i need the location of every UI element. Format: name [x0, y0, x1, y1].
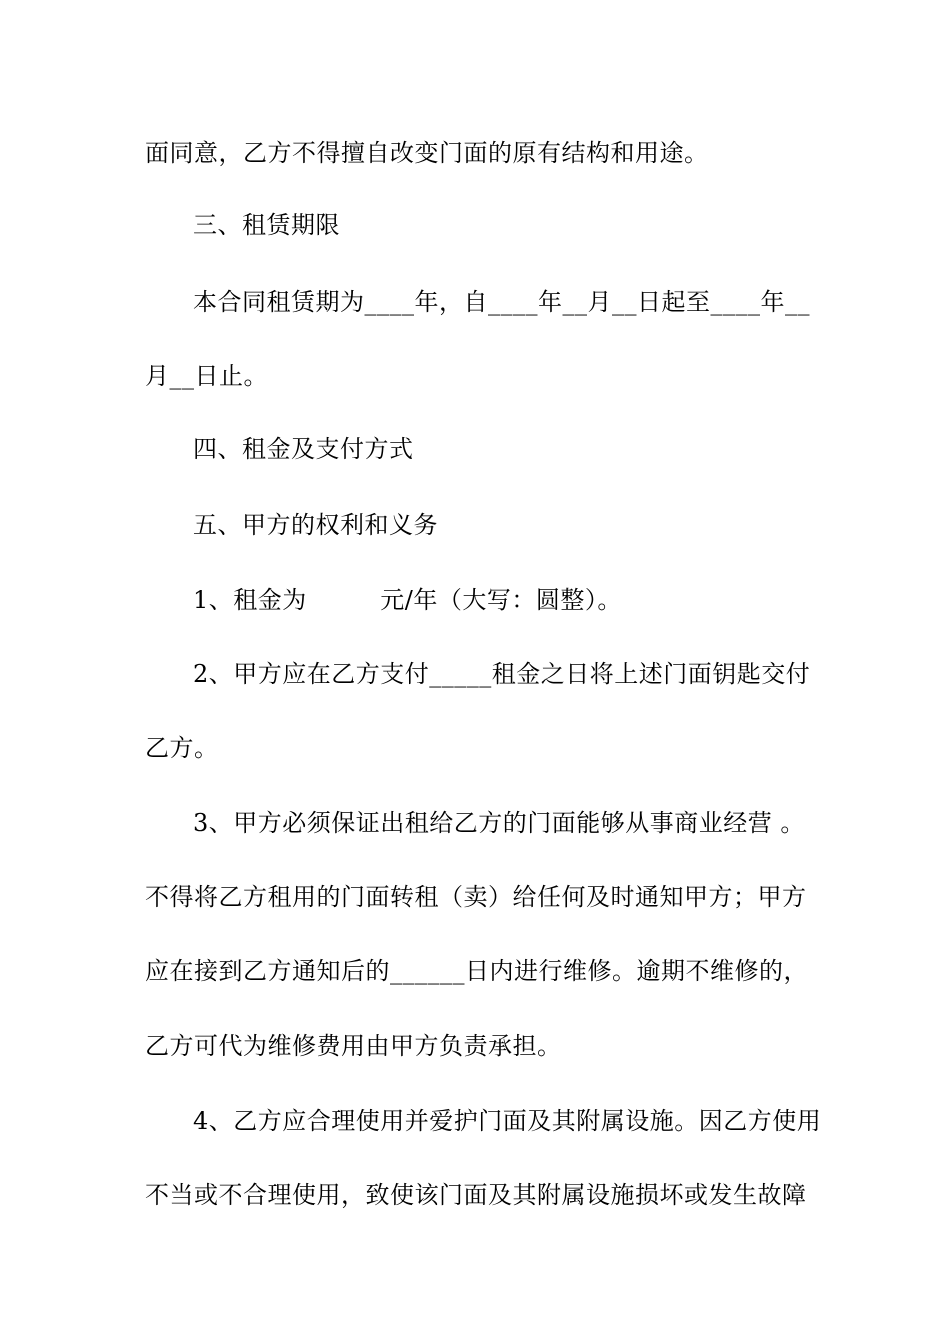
paragraph-line: 应在接到乙方通知后的______日内进行维修。逾期不维修的， [145, 957, 808, 985]
paragraph-line: 本合同租赁期为____年，自____年__月__日起至____年__ [193, 288, 810, 316]
paragraph-line: 乙方可代为维修费用由甲方负责承担。 [145, 1032, 562, 1060]
paragraph-line: 乙方。 [145, 734, 219, 762]
clause-line: 2、甲方应在乙方支付_____租金之日将上述门面钥匙交付 [193, 660, 811, 688]
paragraph-line: 不得将乙方租用的门面转租（卖）给任何及时通知甲方；甲方 [145, 883, 807, 911]
paragraph-line: 面同意，乙方不得擅自改变门面的原有结构和用途。 [145, 139, 709, 167]
clause-line: 1、租金为 元/年（大写：圆整）。 [193, 586, 622, 614]
section-heading-term: 三、租赁期限 [193, 211, 340, 239]
clause-line: 4、乙方应合理使用并爱护门面及其附属设施。因乙方使用 [193, 1107, 822, 1135]
paragraph-line: 不当或不合理使用，致使该门面及其附属设施损坏或发生故障 [145, 1181, 807, 1209]
clause-line: 3、甲方必须保证出租给乙方的门面能够从事商业经营 。 [193, 809, 805, 837]
section-heading-rent: 四、租金及支付方式 [193, 435, 414, 463]
section-heading-party-a-rights: 五、甲方的权利和义务 [193, 511, 438, 539]
paragraph-line: 月__日止。 [145, 362, 268, 390]
